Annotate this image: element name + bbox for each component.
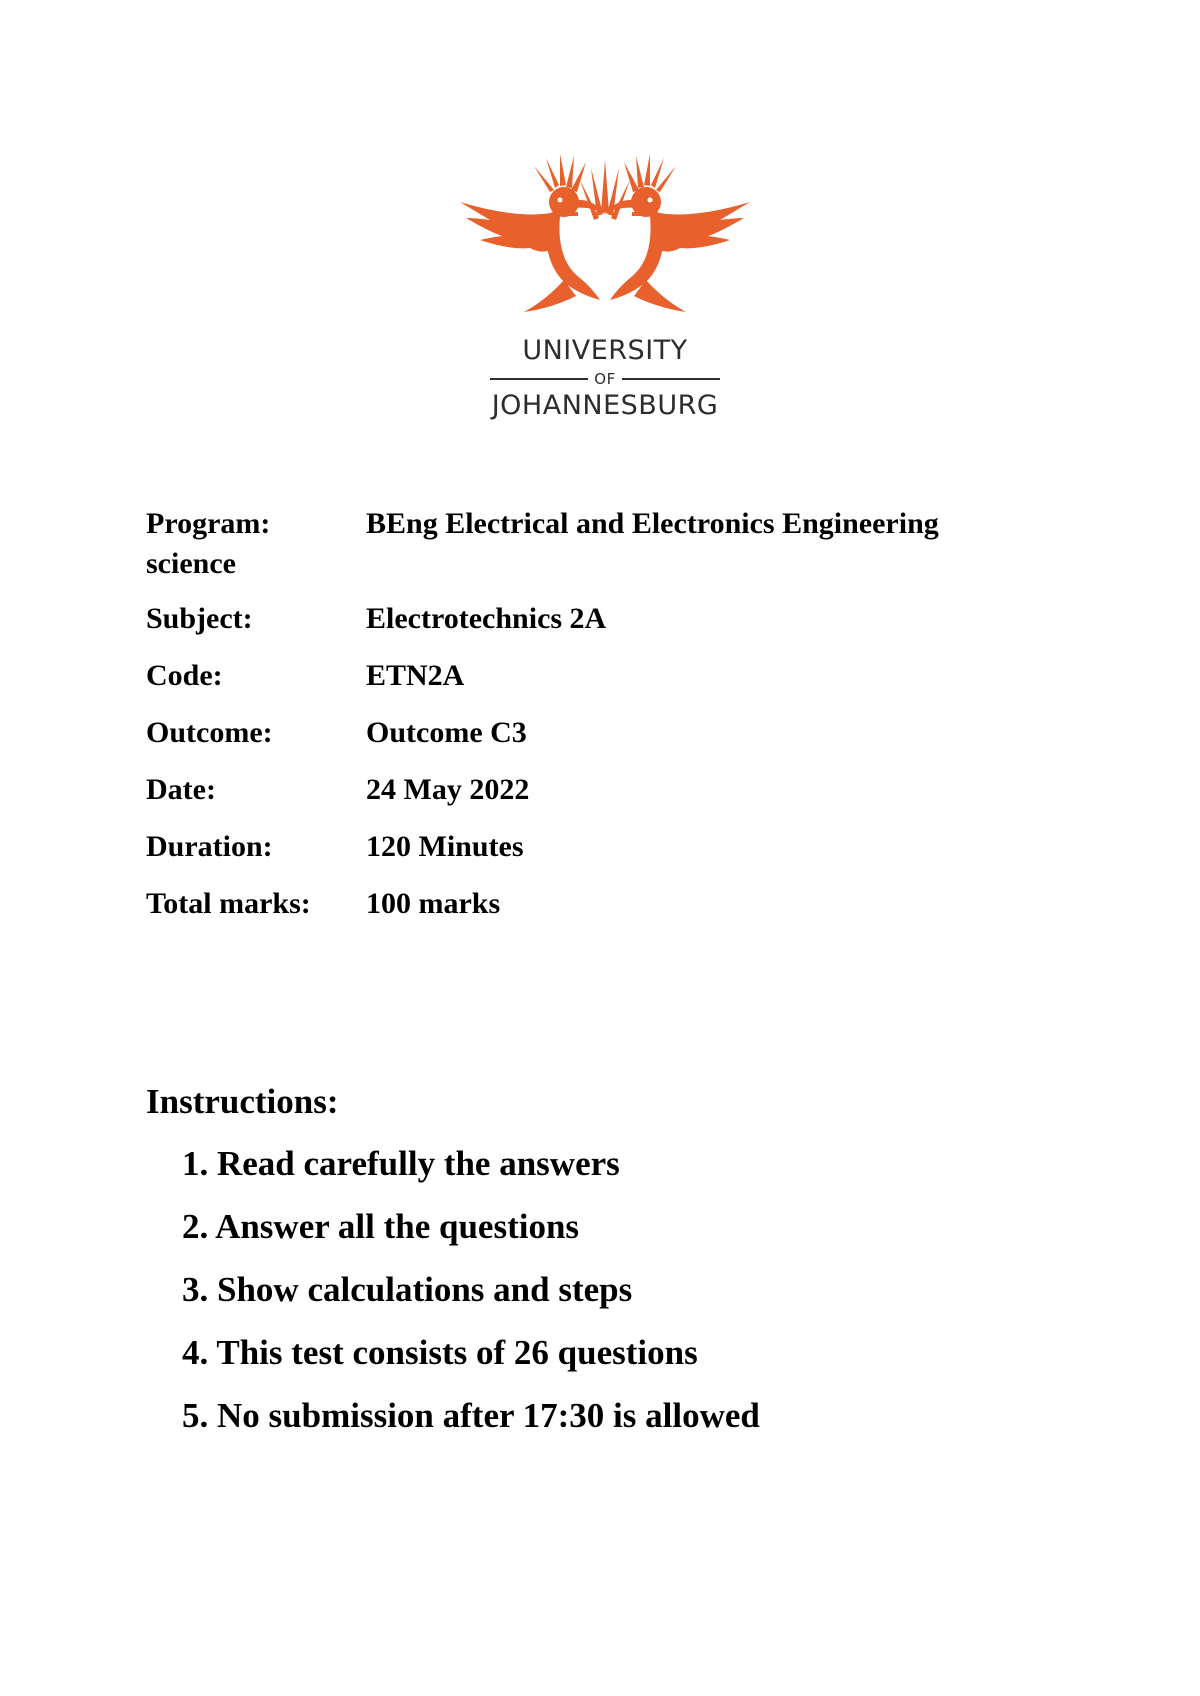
logo-rule-right xyxy=(622,378,720,380)
subject-row xyxy=(146,599,1046,639)
code-label: Code: xyxy=(146,659,223,692)
instruction-item: 1. Read carefully the answers xyxy=(182,1144,620,1183)
duration-label: Duration: xyxy=(146,830,273,863)
program-label: Program: xyxy=(146,507,271,540)
logo-johannesburg-text: JOHANNESBURG xyxy=(491,390,719,421)
program-value: BEng Electrical and Electronics Engineering xyxy=(366,507,939,540)
code-value: ETN2A xyxy=(366,659,465,692)
total-marks-label: Total marks: xyxy=(146,887,311,920)
date-row xyxy=(146,770,1046,810)
logo-rule-left xyxy=(490,378,588,380)
code-row xyxy=(146,656,1046,696)
duration-value: 120 Minutes xyxy=(366,830,524,863)
university-logo xyxy=(460,150,750,420)
instructions-list xyxy=(182,1142,760,1457)
logo-of-row xyxy=(490,369,720,389)
outcome-row xyxy=(146,713,1046,753)
program-row xyxy=(146,504,1046,584)
outcome-value: Outcome C3 xyxy=(366,716,527,749)
subject-value: Electrotechnics 2A xyxy=(366,602,607,635)
logo-of-text: OF xyxy=(594,370,616,388)
total-marks-row xyxy=(146,884,1046,924)
date-label: Date: xyxy=(146,773,216,806)
exam-info xyxy=(146,504,1046,941)
date-value: 24 May 2022 xyxy=(366,773,530,806)
logo-university-text: UNIVERSITY xyxy=(522,335,688,366)
instructions-title: Instructions: xyxy=(146,1082,339,1121)
instruction-item: 5. No submission after 17:30 is allowed xyxy=(182,1396,760,1435)
subject-label: Subject: xyxy=(146,602,253,635)
outcome-label: Outcome: xyxy=(146,716,273,749)
instruction-item: 2. Answer all the questions xyxy=(182,1207,580,1246)
duration-row xyxy=(146,827,1046,867)
total-marks-value: 100 marks xyxy=(366,887,501,920)
instruction-item: 3. Show calculations and steps xyxy=(182,1270,633,1309)
instruction-item: 4. This test consists of 26 questions xyxy=(182,1333,698,1372)
program-value-continuation: science xyxy=(146,547,236,580)
hoopoe-crest-icon xyxy=(460,150,750,325)
